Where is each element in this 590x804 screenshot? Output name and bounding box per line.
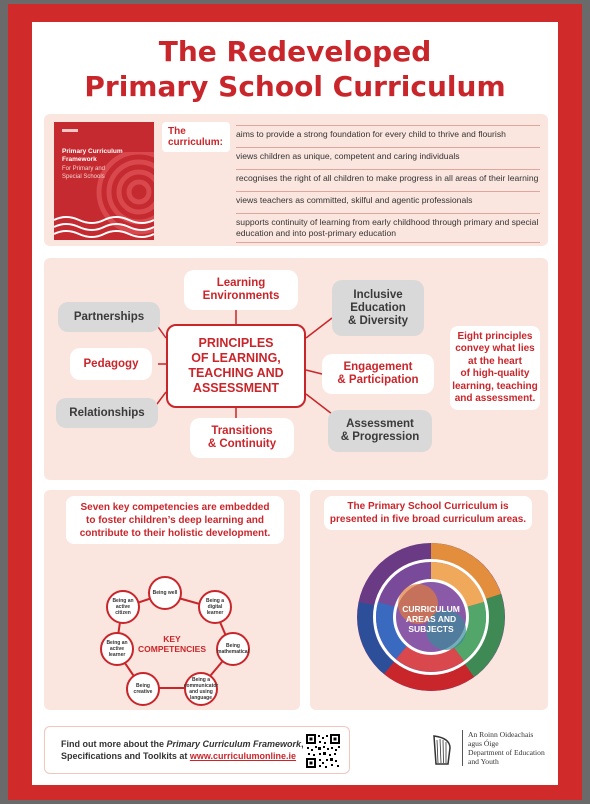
principle-inclusive-education xyxy=(332,280,424,336)
curriculum-statement: views children as unique, competent and caring individuals xyxy=(236,147,540,162)
qr-code-icon[interactable] xyxy=(305,733,341,769)
footer-url-link[interactable]: www.curriculumonline.ie xyxy=(189,751,297,761)
book-title xyxy=(62,148,123,164)
principle-label: & Continuity xyxy=(207,438,277,450)
principles-center-line: PRINCIPLES xyxy=(198,336,274,350)
curriculum-label xyxy=(162,122,230,152)
competency-mathematical: Being mathematical xyxy=(216,632,250,666)
wave-graphic xyxy=(54,214,154,240)
footer-line1-prefix: Find out more about the xyxy=(61,739,167,749)
footer-text xyxy=(61,738,304,762)
framework-book-cover xyxy=(54,122,154,240)
principle-label: & Participation xyxy=(337,374,419,386)
department-line: Department of Education xyxy=(468,748,545,757)
competency-creative: Being creative xyxy=(126,672,160,706)
book-logo xyxy=(62,129,78,132)
competencies-callout-line: to foster children’s deep learning and xyxy=(85,514,264,526)
harp-icon xyxy=(430,734,454,766)
competency-digital-learner: Being a digital learner xyxy=(198,590,232,624)
principles-center-line: ASSESSMENT xyxy=(192,381,280,395)
book-title-line-2: Framework xyxy=(62,156,97,163)
wheel-center-label xyxy=(396,604,466,634)
curriculum-statement: supports continuity of learning from early childhood through primary and special education and into post-primary education xyxy=(236,213,540,243)
curriculum-statement: recognises the right of all children to make progress in all areas of their learning xyxy=(236,169,540,184)
eight-note-line: Eight principles xyxy=(457,330,533,342)
competencies-center xyxy=(132,634,212,654)
principle-label: & Diversity xyxy=(347,314,409,327)
principle-label: Relationships xyxy=(69,406,145,419)
areas-callout-line: presented in five broad curriculum areas. xyxy=(329,514,527,525)
principle-label: Engagement xyxy=(343,361,413,373)
book-subtitle-line-2: Special Schools xyxy=(62,173,105,180)
principles-center-box xyxy=(166,324,306,408)
curriculum-label-line-1: The xyxy=(168,126,186,137)
competencies-center-line: COMPETENCIES xyxy=(137,644,206,654)
curriculum-statement: aims to provide a strong foundation for every child to thrive and flourish xyxy=(236,125,540,140)
curriculum-panel xyxy=(44,114,548,246)
principle-label: Assessment xyxy=(346,418,414,430)
department-name xyxy=(462,730,545,766)
principle-label: Transitions xyxy=(211,425,273,437)
competency-active-learner: Being an active learner xyxy=(100,632,134,666)
curriculum-areas-panel xyxy=(310,490,548,710)
wheel-center-line: AREAS AND xyxy=(405,614,457,624)
principle-label: Inclusive xyxy=(353,288,403,301)
poster-paper xyxy=(32,22,558,785)
principles-center-line: OF LEARNING, xyxy=(191,351,281,365)
footer-info-box xyxy=(44,726,350,774)
principle-label: Pedagogy xyxy=(83,357,139,370)
areas-callout xyxy=(324,496,532,530)
department-logo xyxy=(430,730,548,770)
principle-pedagogy xyxy=(70,348,152,380)
curriculum-statement: views teachers as committed, skilful and agentic professionals xyxy=(236,191,540,206)
curriculum-label-line-2: curriculum: xyxy=(168,137,224,148)
principle-label: Environments xyxy=(202,290,280,302)
footer-framework-name: Primary Curriculum Framework xyxy=(166,739,302,749)
title-line-1: The Redeveloped xyxy=(158,35,432,68)
areas-callout-line: The Primary School Curriculum is xyxy=(347,501,509,512)
competencies-center-line: KEY xyxy=(163,634,181,644)
poster-title xyxy=(32,34,558,104)
competency-being-well: Being well xyxy=(148,576,182,610)
principle-learning-environments xyxy=(184,270,298,310)
principle-transitions xyxy=(190,418,294,458)
footer-line2-prefix: Specifications and Toolkits at xyxy=(61,751,190,761)
principle-label: & Progression xyxy=(340,431,420,443)
principle-label: Partnerships xyxy=(73,310,145,323)
principle-relationships xyxy=(56,398,158,428)
principles-center-line: TEACHING AND xyxy=(188,366,284,380)
footer-line1-suffix: , xyxy=(301,739,304,749)
book-subtitle xyxy=(62,166,105,181)
competency-active-citizen: Being an active citizen xyxy=(106,590,140,624)
eight-note-line: and assessment. xyxy=(454,393,536,404)
competencies-callout-line: contribute to their holistic development. xyxy=(79,527,271,539)
wheel-center-line: CURRICULUM xyxy=(402,604,460,614)
principles-panel xyxy=(44,258,548,480)
competencies-callout-line: Seven key competencies are embedded xyxy=(80,501,270,513)
book-subtitle-line-1: For Primary and xyxy=(62,166,106,172)
eight-principles-note xyxy=(450,326,540,410)
principle-label: Education xyxy=(350,301,406,314)
department-line: agus Óige xyxy=(468,739,499,748)
eight-note-line: of high-quality xyxy=(460,368,530,379)
department-line: and Youth xyxy=(468,757,499,766)
principle-partnerships xyxy=(58,302,160,332)
poster-frame xyxy=(8,4,582,800)
competencies-panel xyxy=(44,490,300,710)
book-title-line-1: Primary Curriculum xyxy=(62,148,123,155)
eight-note-line: at the heart xyxy=(468,355,522,367)
eight-note-line: learning, teaching xyxy=(452,380,538,392)
wheel-center-line: SUBJECTS xyxy=(408,624,454,634)
principle-label: Learning xyxy=(216,277,266,289)
title-line-2: Primary School Curriculum xyxy=(84,70,506,103)
department-line: An Roinn Oideachais xyxy=(468,730,534,739)
eight-note-line: convey what lies xyxy=(455,343,535,354)
principle-engagement xyxy=(322,354,434,394)
principle-assessment xyxy=(328,410,432,452)
competency-communicator: Being a communicator and using language xyxy=(184,672,218,706)
